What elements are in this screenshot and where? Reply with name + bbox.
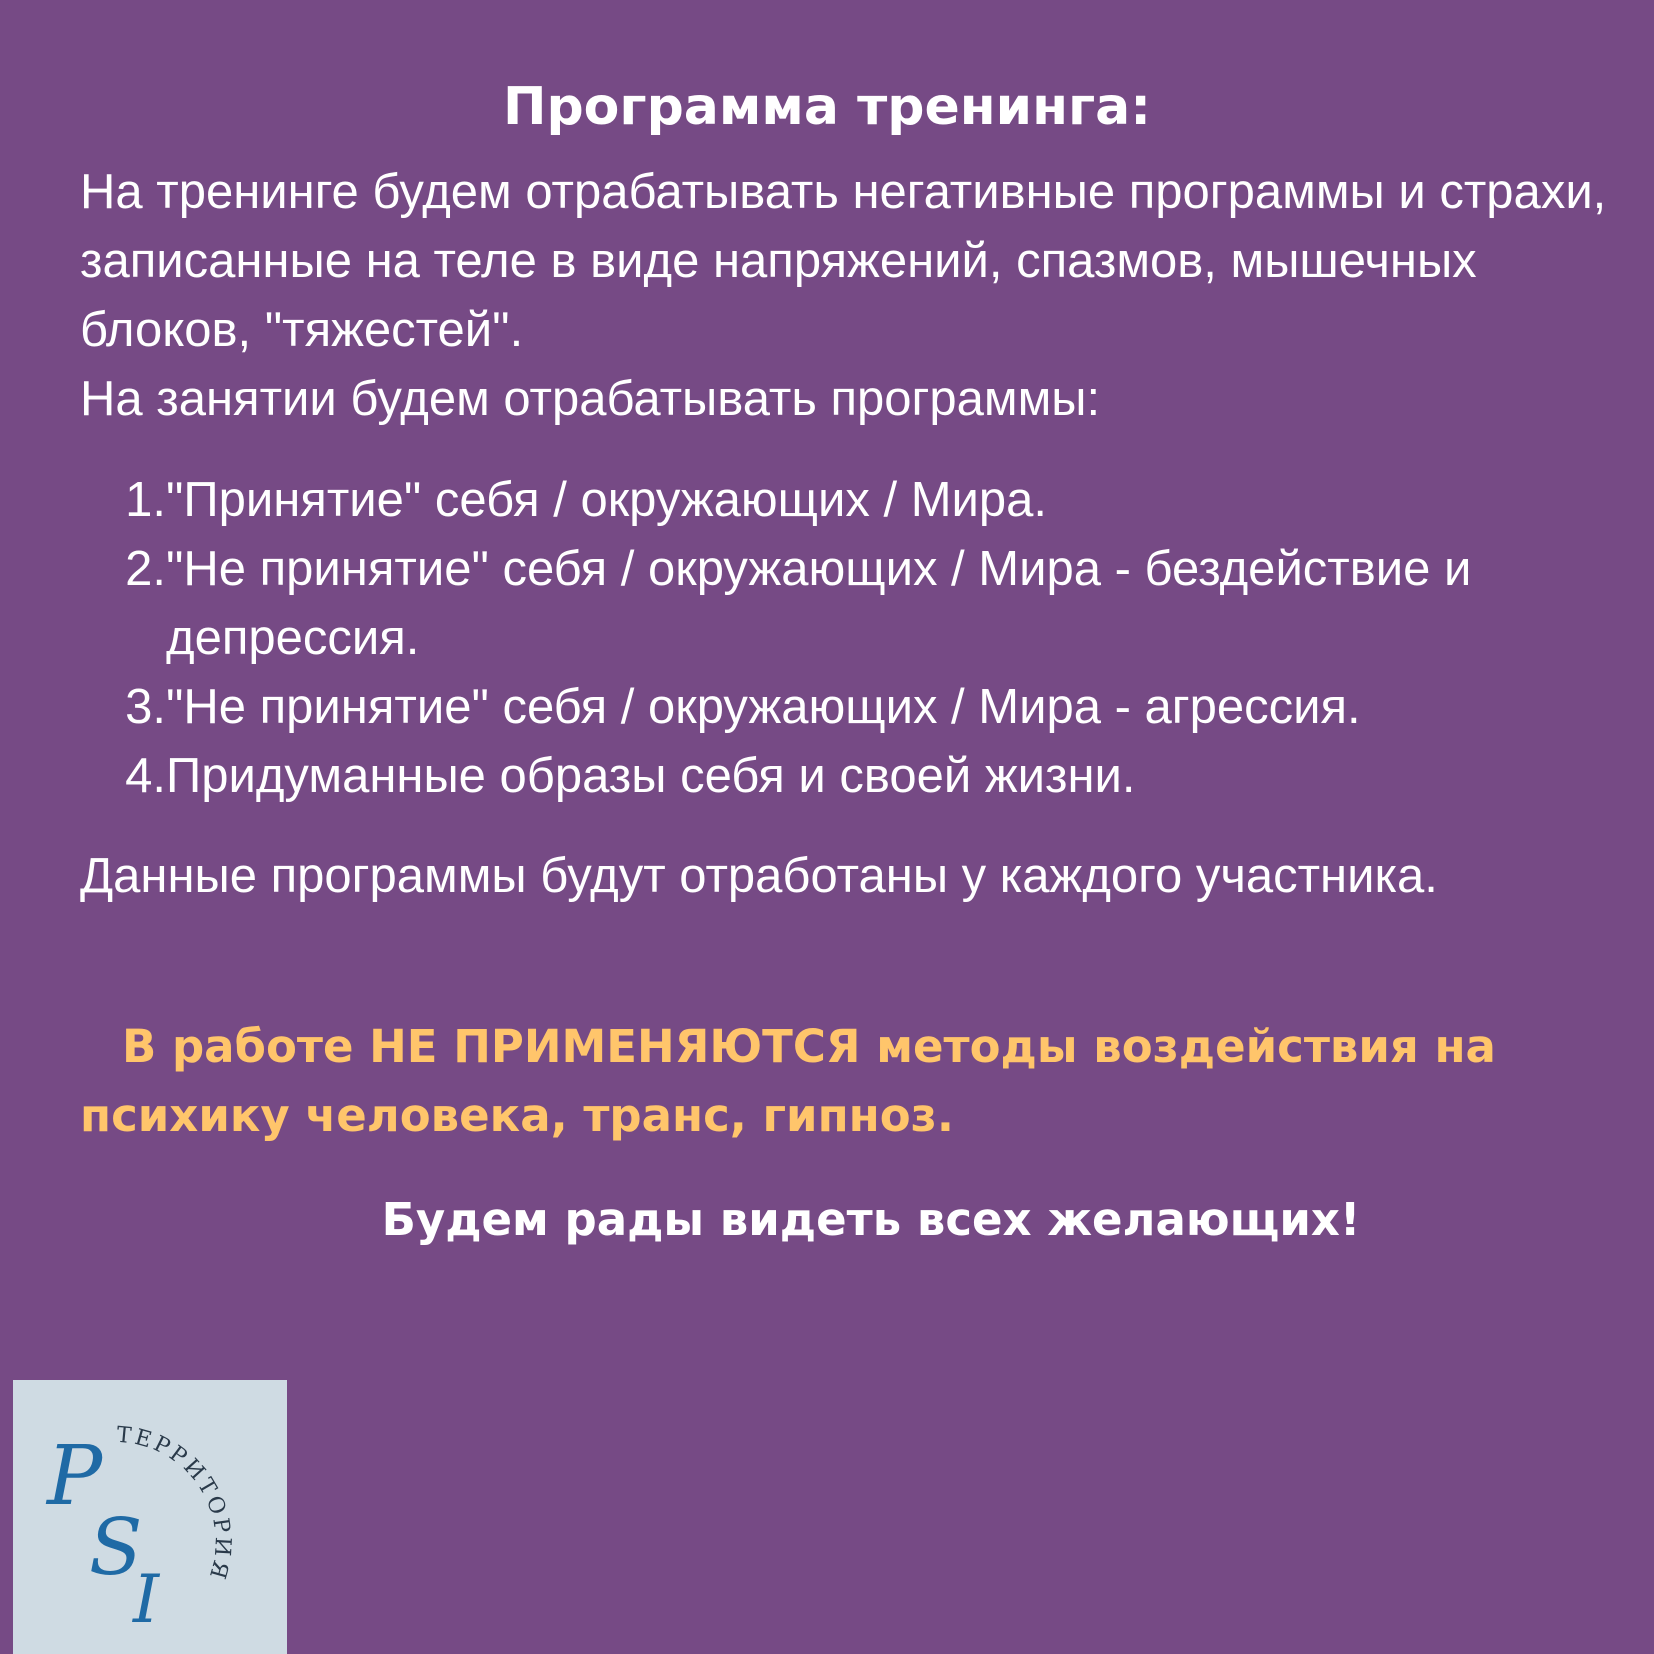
logo <box>13 1380 287 1654</box>
list-item-number: 2. <box>125 542 166 596</box>
logo-letter-p: P <box>47 1429 103 1524</box>
logo-arc-textpath: ТЕРРИТОРИЯ <box>115 1422 235 1585</box>
list-item <box>80 535 1620 673</box>
list-item <box>80 673 1620 742</box>
program-list <box>80 466 1620 811</box>
list-item-number: 4. <box>125 749 166 803</box>
list-item <box>80 466 1620 535</box>
list-item-text: "Принятие" себя / окружающих / Мира. <box>166 473 1048 527</box>
psi-logo-icon <box>13 1380 287 1654</box>
page-title: Программа тренинга: <box>502 77 1152 137</box>
list-item-number: 3. <box>125 680 166 734</box>
intro-paragraph: На тренинге будем отрабатывать негативные программы и страхи, записанные на теле в виде напряжений, спазмов, мышечных блоков, "тяжестей". <box>80 165 1607 357</box>
intro-section <box>80 158 1620 434</box>
list-item-text: Придуманные образы себя и своей жизни. <box>166 749 1136 803</box>
list-item-number: 1. <box>125 473 166 527</box>
list-item-text: "Не принятие" себя / окружающих / Мира - агрессия. <box>166 680 1361 734</box>
logo-letter-i: I <box>133 1561 160 1638</box>
warning-notice: В работе НЕ ПРИМЕНЯЮТСЯ методы воздействия на психику человека, транс, гипноз. <box>80 1020 1496 1142</box>
intro-lead-in: На занятии будем отрабатывать программы: <box>80 372 1101 426</box>
list-item <box>80 742 1620 811</box>
welcome-message: Будем рады видеть всех желающих! <box>381 1193 1361 1246</box>
outro-paragraph: Данные программы будут отработаны у каждого участника. <box>80 849 1438 903</box>
list-item-text: "Не принятие" себя / окружающих / Мира - бездействие и депрессия. <box>166 542 1472 665</box>
logo-letter-s: S <box>89 1503 143 1593</box>
